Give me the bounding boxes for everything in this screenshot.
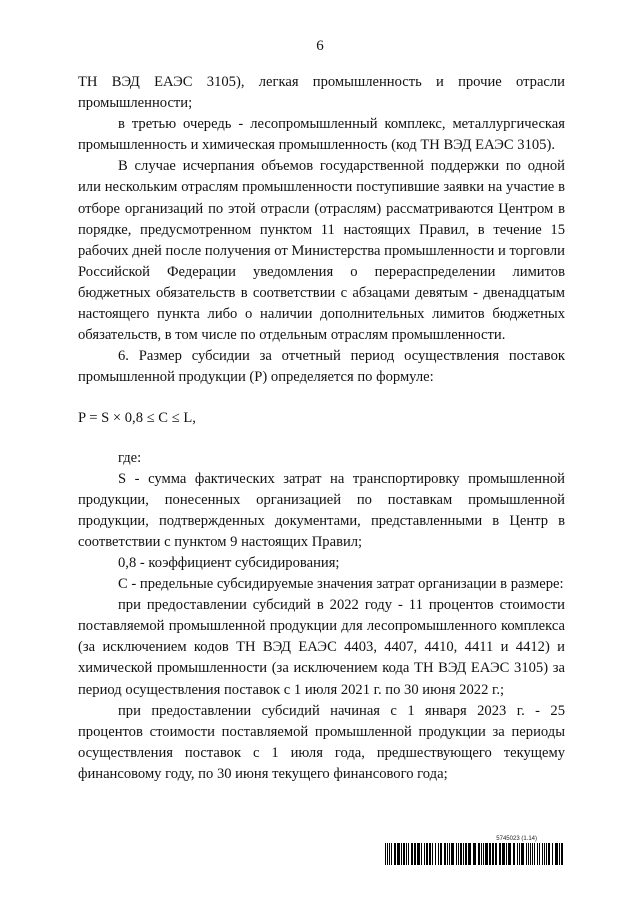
paragraph-3: В случае исчерпания объемов государственной поддержки по одной или нескольким отраслям промышленности поступившие заявки на участие в отборе организаций по этой отрасли (отраслям) рассматриваются Центром в порядке, предусмотренном пунктом 11 настоящих Правил, в течение 15 рабочих дней после получения от Министерства промышленности и торговли Российской Федерации уведомления о перераспределении лимитов бюджетных обязательств в соответствии с абзацами девятым - двенадцатым настоящего пункта либо о наличии дополнительных лимитов бюджетных обязательств, в том числе по отдельным отраслям промышленности. bbox=[78, 158, 565, 344]
paragraph-s-definition: S - сумма фактических затрат на транспортировку промышленной продукции, понесенных организацией по поставкам промышленной продукции, подтвержденных документами, представленными в Центр в соответствии с пунктом 9 настоящих Правил; bbox=[78, 470, 565, 550]
page-number: 6 bbox=[316, 38, 324, 54]
barcode-image bbox=[385, 843, 563, 865]
document-body bbox=[78, 72, 565, 785]
paragraph-where: где: bbox=[118, 449, 142, 466]
paragraph-4: 6. Размер субсидии за отчетный период осуществления поставок промышленной продукции (Р) определяется по формуле: bbox=[78, 348, 565, 386]
formula: P = S × 0,8 ≤ C ≤ L, bbox=[78, 410, 196, 427]
paragraph-2022: при предоставлении субсидий в 2022 году - 11 процентов стоимости поставляемой промышленной продукции для лесопромышленного комплекса (за исключением кодов ТН ВЭД ЕАЭС 4403, 4407, 4410, 4411 и 4412) и химической промышленности (за исключением кода ТН ВЭД ЕАЭС 3105) за период осуществления поставок с 1 июля 2021 г. по 30 июня 2022 г.; bbox=[78, 597, 565, 698]
paragraph-coefficient: 0,8 - коэффициент субсидирования; bbox=[118, 554, 340, 571]
paragraph-1: ТН ВЭД ЕАЭС 3105), легкая промышленность и прочие отрасли промышленности; bbox=[78, 74, 565, 112]
paragraph-2023: при предоставлении субсидий начиная с 1 января 2023 г. - 25 процентов стоимости поставляемой промышленной продукции за периоды осуществления поставок с 1 июля года, предшествующего текущему финансовому году, по 30 июня текущего финансового года; bbox=[78, 702, 565, 782]
paragraph-2: в третью очередь - лесопромышленный комплекс, металлургическая промышленность и химическая промышленность (код ТН ВЭД ЕАЭС 3105). bbox=[78, 116, 565, 154]
barcode-text: 5745023 (1.14) bbox=[496, 836, 537, 842]
barcode-area bbox=[385, 836, 563, 865]
paragraph-c-definition: C - предельные субсидируемые значения затрат организации в размере: bbox=[118, 576, 564, 593]
